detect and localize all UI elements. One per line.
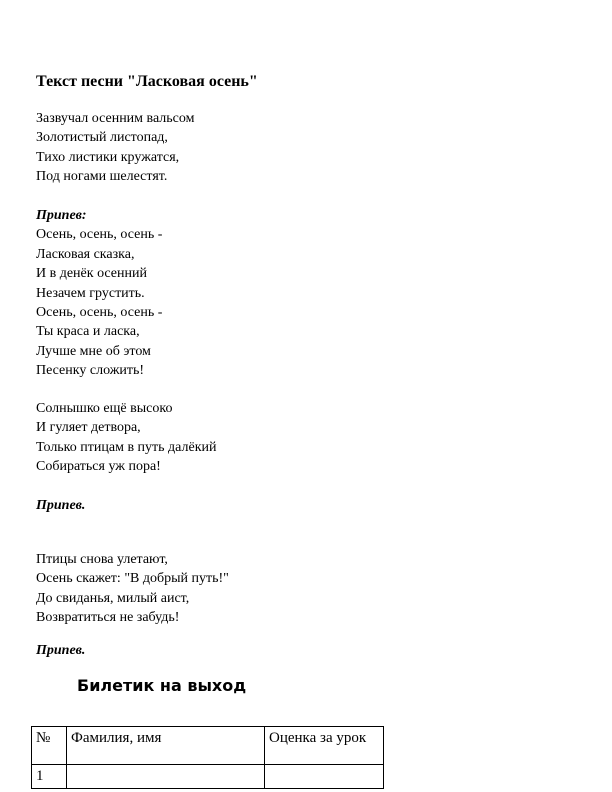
header-name: Фамилия, имя — [67, 727, 265, 765]
cell-number: 1 — [32, 765, 67, 789]
verse-line: Собираться уж пора! — [36, 459, 161, 475]
header-number: № — [32, 727, 67, 765]
verse-2 — [36, 399, 217, 477]
header-grade: Оценка за урок — [265, 727, 384, 765]
song-title: Текст песни "Ласковая осень" — [36, 73, 258, 90]
table-header-row — [32, 727, 384, 765]
ticket-title: Билетик на выход — [77, 676, 247, 695]
chorus-line: Осень, осень, осень - — [36, 305, 163, 321]
chorus-3 — [36, 641, 85, 660]
verse-line: И гуляет детвора, — [36, 420, 141, 436]
chorus-label: Припев. — [36, 643, 86, 658]
verse-line: Осень скажет: "В добрый путь!" — [36, 571, 229, 587]
verse-line: Под ногами шелестят. — [36, 169, 168, 185]
verse-line: Птицы снова улетают, — [36, 552, 168, 567]
verse-1 — [36, 109, 194, 187]
chorus-label: Припев: — [36, 208, 87, 223]
verse-line: До свиданья, милый аист, — [36, 590, 190, 606]
cell-name[interactable] — [67, 765, 265, 789]
verse-3 — [36, 550, 229, 628]
chorus-line: Незачем грустить. — [36, 285, 145, 301]
verse-line: Тихо листики кружатся, — [36, 149, 180, 165]
cell-grade[interactable] — [265, 765, 384, 789]
chorus-line: И в денёк осенний — [36, 266, 147, 282]
chorus-line: Песенку сложить! — [36, 363, 145, 379]
chorus-line: Осень, осень, осень - — [36, 227, 163, 243]
table-row — [32, 765, 384, 789]
chorus-2 — [36, 496, 85, 515]
verse-line: Возвратиться не забудь! — [36, 610, 180, 626]
chorus-line: Лучше мне об этом — [36, 343, 151, 359]
ticket-table — [31, 726, 384, 789]
chorus-line: Ласковая сказка, — [36, 246, 135, 262]
verse-line: Солнышко ещё высоко — [36, 401, 173, 416]
chorus-1 — [36, 206, 162, 381]
verse-line: Зазвучал осенним вальсом — [36, 111, 195, 126]
verse-line: Золотистый листопад, — [36, 130, 168, 146]
verse-line: Только птицам в путь далёкий — [36, 439, 217, 455]
chorus-line: Ты краса и ласка, — [36, 324, 140, 340]
chorus-label: Припев. — [36, 498, 86, 513]
